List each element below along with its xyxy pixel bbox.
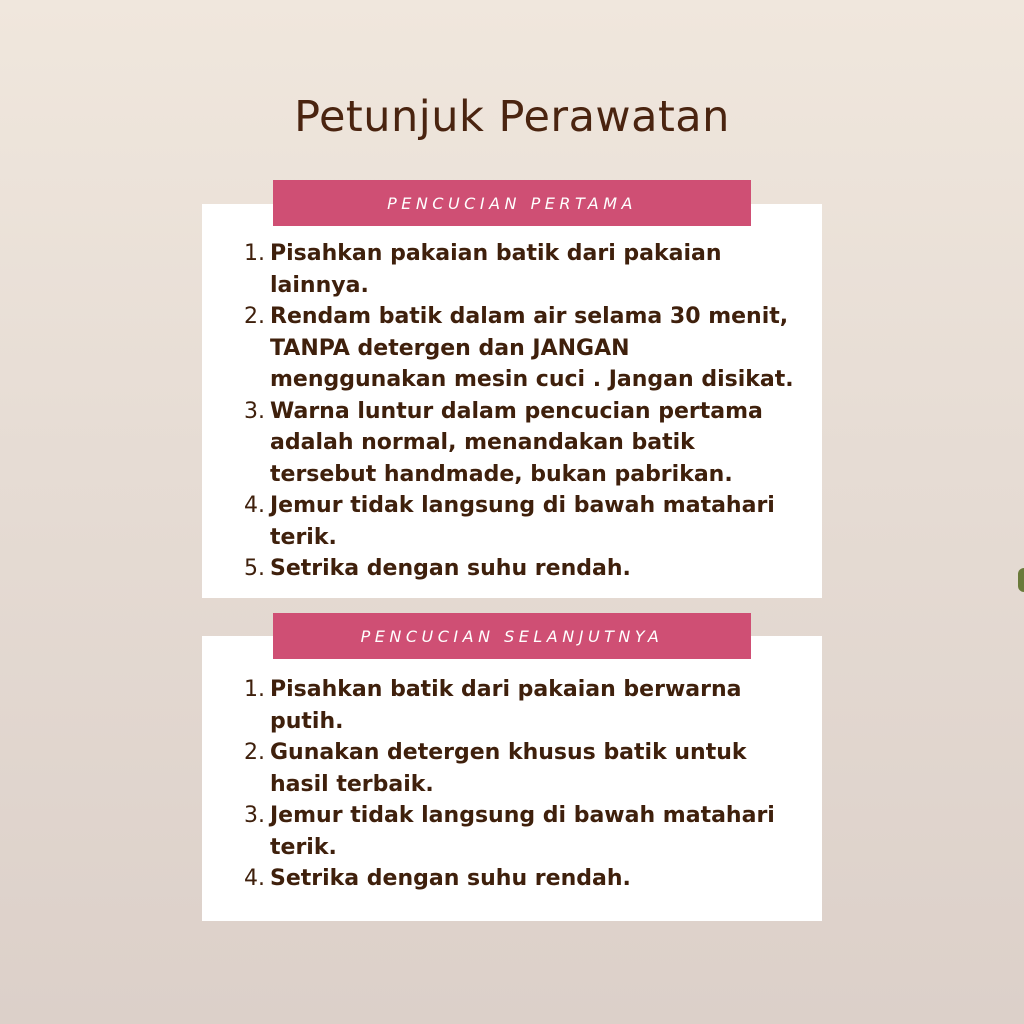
step-text: Rendam batik dalam air selama 30 menit, TANPA detergen dan JANGAN menggunakan mesin cuci . Jangan disikat.	[270, 304, 794, 392]
step-text: Setrika dengan suhu rendah.	[270, 866, 631, 891]
step-text: Gunakan detergen khusus batik untuk hasil terbaik.	[270, 740, 747, 797]
step-number: 1.	[244, 241, 265, 266]
list-item	[244, 301, 804, 396]
list-item	[244, 737, 804, 800]
steps-first-wash	[244, 238, 804, 585]
list-item	[244, 800, 804, 863]
list-item	[244, 553, 804, 585]
step-number: 5.	[244, 556, 265, 581]
step-text: Jemur tidak langsung di bawah matahari terik.	[270, 803, 775, 860]
step-number: 2.	[244, 304, 265, 329]
step-number: 2.	[244, 740, 265, 765]
list-item	[244, 238, 804, 301]
step-number: 3.	[244, 803, 265, 828]
page-title: Petunjuk Perawatan	[294, 92, 730, 142]
step-text: Jemur tidak langsung di bawah matahari terik.	[270, 493, 775, 550]
section-heading-first-wash: PENCUCIAN PERTAMA	[273, 180, 751, 226]
step-text: Setrika dengan suhu rendah.	[270, 556, 631, 581]
list-item	[244, 674, 804, 737]
step-text: Pisahkan batik dari pakaian berwarna putih.	[270, 677, 742, 734]
step-number: 4.	[244, 493, 265, 518]
list-item	[244, 490, 804, 553]
list-item	[244, 863, 804, 895]
steps-next-wash	[244, 674, 804, 895]
step-text: Warna luntur dalam pencucian pertama adalah normal, menandakan batik tersebut handmade, bukan pabrikan.	[270, 398, 763, 487]
step-number: 3.	[244, 398, 265, 424]
step-text: Pisahkan pakaian batik dari pakaian lainnya.	[270, 241, 722, 298]
step-number: 1.	[244, 677, 265, 702]
step-number: 4.	[244, 866, 265, 891]
leaf-icon	[1018, 568, 1024, 592]
section-heading-next-wash: PENCUCIAN SELANJUTNYA	[273, 613, 751, 659]
list-item	[244, 396, 804, 491]
